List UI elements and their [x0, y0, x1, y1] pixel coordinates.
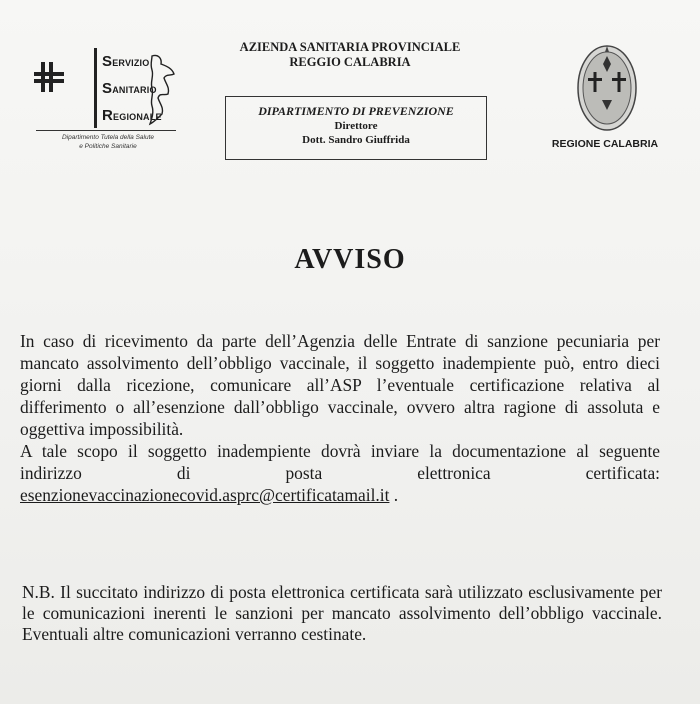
- calabria-map-icon: [146, 52, 178, 126]
- notice-paragraph-1: In caso di ricevimento da parte dell’Agenzia delle Entrate di sanzione pecuniaria per mancato assolvimento dell’obbligo vaccinale, il soggetto inadempiente può, entro dieci giorni dalla ricezione, comunicare all’ASP l’eventuale certificazione relativa al differimento o all’esenzione dall’obbligo vaccinale, ovvero altra ragione di assoluta e oggettiva impossibilità.: [20, 331, 660, 439]
- ssr-line-regionale: REGIONALE: [102, 107, 162, 124]
- regione-calabria-emblem-icon: [574, 42, 640, 134]
- region-label: REGIONE CALABRIA: [551, 138, 659, 150]
- notice-paragraph-2: [20, 440, 660, 506]
- paragraph-2-text: A tale scopo il soggetto inadempiente dovrà inviare la documentazione al seguente indirizzo di posta elettronica certificata:: [20, 441, 660, 483]
- asp-city: REGGIO CALABRIA: [289, 55, 411, 69]
- notice-body: [20, 330, 660, 506]
- logo-rule: [36, 130, 176, 131]
- double-cross-icon: [32, 60, 66, 94]
- ssr-line-sanitario: SANITARIO: [102, 80, 157, 97]
- logo-subtitle: Dipartimento Tutela della Salute e Politiche Sanitarie: [61, 134, 154, 150]
- logo-divider: [94, 48, 97, 128]
- pec-email-link[interactable]: esenzionevaccinazionecovid.asprc@certificatamail.it: [20, 485, 390, 505]
- ssr-logo: [28, 44, 188, 154]
- notice-title: AVVISO: [294, 244, 406, 275]
- asp-name: AZIENDA SANITARIA PROVINCIALE: [239, 40, 461, 54]
- ssr-line-servizio: SERVIZIO: [102, 53, 150, 70]
- department-box: [225, 96, 487, 160]
- asp-heading: [200, 40, 500, 70]
- department-director: Dott. Sandro Giuffrida: [302, 134, 410, 146]
- department-title: DIPARTIMENTO DI PREVENZIONE: [258, 104, 454, 118]
- department-role: Direttore: [334, 120, 378, 132]
- email-suffix: .: [389, 485, 399, 505]
- nota-bene: N.B. Il succitato indirizzo di posta elettronica certificata sarà utilizzato esclusivamente per le comunicazioni inerenti le sanzioni per mancato assolvimento dell’obbligo vaccinale. Eventuali altre comunicazioni verranno cestinate.: [22, 582, 662, 644]
